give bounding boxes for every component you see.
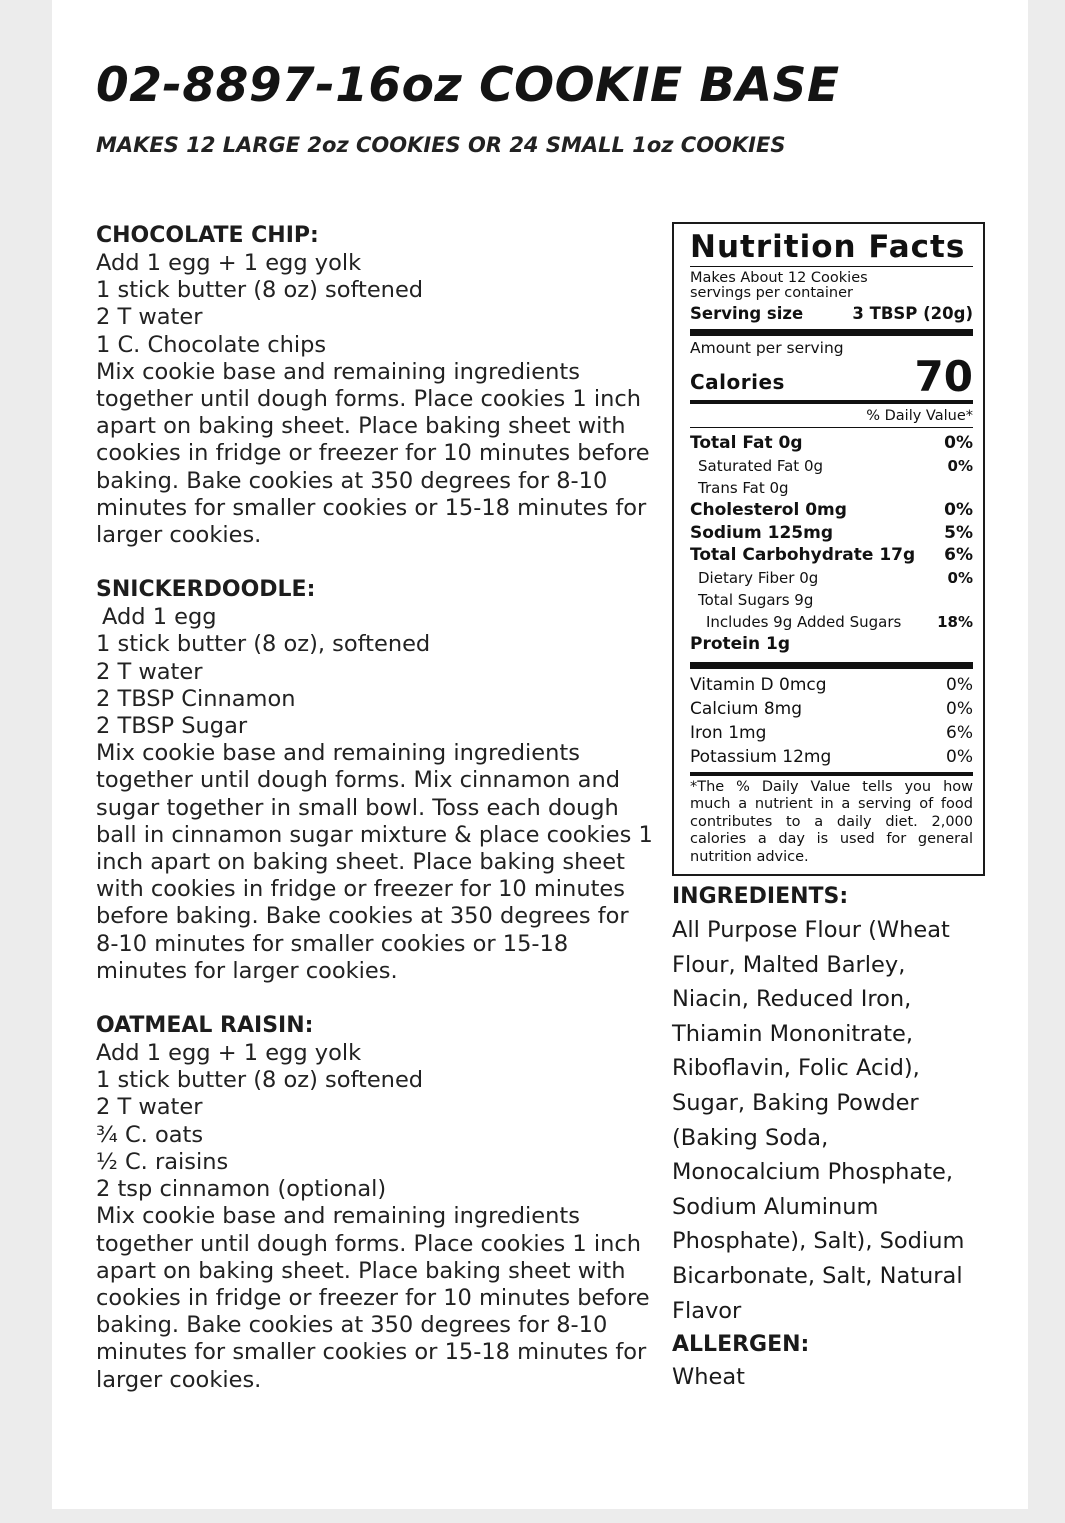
recipe-ingredient-line: 1 stick butter (8 oz), softened: [96, 631, 431, 658]
nutrient-row: [690, 611, 973, 633]
nutrient-row: [690, 544, 973, 567]
nutrient-name: Total Carbohydrate 17g: [690, 545, 916, 566]
vitamin-name: Calcium 8mg: [690, 698, 802, 719]
vitamin-list: [690, 673, 973, 769]
vitamin-row: [690, 673, 973, 697]
vitamin-row: [690, 721, 973, 745]
nutrient-name: Sodium 125mg: [690, 522, 834, 543]
nutrient-row: [690, 432, 973, 455]
nutrient-name: Cholesterol 0mg: [690, 499, 847, 520]
nutrient-list: [690, 432, 973, 656]
nutrient-name: Saturated Fat 0g: [698, 456, 824, 475]
page-subtitle: MAKES 12 LARGE 2oz COOKIES OR 24 SMALL 1oz COOKIES: [96, 133, 786, 157]
ingredients-heading: INGREDIENTS:: [672, 884, 849, 909]
nutrient-daily-value: 6%: [944, 545, 973, 566]
calories-row: [690, 352, 973, 401]
allergen-text: Wheat: [672, 1364, 745, 1390]
recipe-ingredient-line: ½ C. raisins: [96, 1148, 229, 1175]
divider: [690, 427, 973, 428]
recipe-ingredient-line: Add 1 egg + 1 egg yolk: [96, 250, 362, 276]
recipe-ingredient-line: 2 TBSP Cinnamon: [96, 685, 296, 712]
recipe-heading: OATMEAL RAISIN:: [96, 1013, 314, 1039]
vitamin-name: Iron 1mg: [690, 722, 767, 743]
page-title: 02-8897-16oz COOKIE BASE: [96, 58, 840, 113]
vitamin-name: Potassium 12mg: [690, 746, 832, 767]
nutrition-facts-panel: [672, 222, 985, 876]
calories-value: 70: [914, 352, 973, 401]
recipe-ingredient-line: 2 T water: [96, 304, 203, 331]
nutrient-row: [690, 477, 973, 499]
recipe-ingredient-line: ¾ C. oats: [96, 1121, 204, 1148]
divider: [690, 662, 973, 669]
recipe-snickerdoodle: [96, 576, 656, 985]
ingredients-section: [672, 882, 982, 1328]
allergen-section: [672, 1330, 809, 1394]
vitamin-row: [690, 697, 973, 721]
recipe-heading: SNICKERDOODLE:: [96, 577, 316, 603]
amount-per-serving: Amount per serving: [690, 339, 844, 357]
recipe-oatmeal-raisin: [96, 1012, 656, 1394]
allergen-heading: ALLERGEN:: [672, 1332, 810, 1357]
nutrition-facts-title: Nutrition Facts: [690, 229, 966, 265]
nutrient-name: Total Sugars 9g: [698, 591, 814, 610]
nutrient-row: [690, 567, 973, 589]
recipe-ingredient-line: Add 1 egg + 1 egg yolk: [96, 1040, 362, 1067]
nutrient-name: Dietary Fiber 0g: [698, 569, 819, 588]
vitamin-daily-value: 0%: [946, 674, 973, 695]
vitamin-daily-value: 6%: [946, 722, 973, 743]
vitamin-name: Vitamin D 0mcg: [690, 674, 827, 695]
nutrient-name: Includes 9g Added Sugars: [706, 613, 902, 632]
calories-label: Calories: [690, 370, 785, 394]
divider: [690, 329, 973, 336]
recipe-ingredient-line: 1 stick butter (8 oz) softened: [96, 1067, 424, 1094]
recipe-ingredient-line: Add 1 egg: [102, 604, 217, 631]
recipe-method: Mix cookie base and remaining ingredients together until dough forms. Place cookies 1 inch apart on baking sheet. Place baking sheet with cookies in fridge or freezer for 10 minutes before baking. Bake cookies at 350 degrees for 8-10 minutes for smaller cookies or 15-18 minutes for larger cookies.: [96, 1203, 650, 1393]
recipe-ingredient-line: 2 T water: [96, 658, 203, 685]
nutrient-row: [690, 589, 973, 611]
nutrient-name: Total Fat 0g: [690, 433, 803, 453]
nutrient-row: [690, 633, 973, 656]
serving-size-value: 3 TBSP (20g): [852, 304, 973, 323]
recipe-ingredient-line: 2 T water: [96, 1094, 203, 1121]
vitamin-daily-value: 0%: [946, 698, 973, 719]
serving-size-label: Serving size: [690, 304, 804, 323]
servings-per-container-label: servings per container: [690, 285, 854, 301]
nutrient-name: Trans Fat 0g: [698, 478, 789, 497]
vitamin-daily-value: 0%: [946, 746, 973, 767]
nutrient-daily-value: 18%: [937, 613, 973, 632]
vitamin-row: [690, 745, 973, 769]
serving-size-row: [690, 304, 973, 323]
nutrient-row: [690, 455, 973, 477]
nutrient-daily-value: 0%: [947, 569, 973, 588]
recipe-ingredient-line: 2 TBSP Sugar: [96, 713, 248, 740]
nutrient-daily-value: 0%: [947, 456, 973, 475]
divider: [690, 266, 973, 267]
recipe-ingredient-line: 1 C. Chocolate chips: [96, 331, 327, 358]
nutrient-name: Protein 1g: [690, 634, 791, 655]
nutrient-daily-value: 5%: [944, 522, 973, 543]
divider: [690, 772, 973, 776]
recipe-ingredient-line: 1 stick butter (8 oz) softened: [96, 277, 424, 304]
recipe-method: Mix cookie base and remaining ingredients together until dough forms. Place cookies 1 inch apart on baking sheet. Place baking sheet with cookies in fridge or freezer for 10 minutes before baking. Bake cookies at 350 degrees for 8-10 minutes for smaller cookies or 15-18 minutes for larger cookies.: [96, 358, 650, 549]
nutrient-row: [690, 522, 973, 545]
servings-per-container: Makes About 12 Cookies: [690, 270, 868, 286]
recipe-chocolate-chip: [96, 222, 656, 549]
recipes-column: [96, 222, 656, 1421]
nutrient-row: [690, 499, 973, 522]
recipe-ingredient-line: 2 tsp cinnamon (optional): [96, 1176, 387, 1203]
nutrient-daily-value: 0%: [944, 499, 973, 520]
nutrient-daily-value: 0%: [944, 433, 973, 453]
recipe-method: Mix cookie base and remaining ingredients together until dough forms. Mix cinnamon and sugar together in small bowl. Toss each dough ball in cinnamon sugar mixture & place cookies 1 inch apart on baking sheet. Place baking sheet with cookies in fridge or freezer for 10 minutes before baking. Bake cookies at 350 degrees for 8-10 minutes for smaller cookies or 15-18 minutes for larger cookies.: [96, 740, 653, 984]
ingredients-text: All Purpose Flour (Wheat Flour, Malted Barley, Niacin, Reduced Iron, Thiamin Mononitrate, Riboflavin, Folic Acid), Sugar, Baking Powder (Baking Soda, Monocalcium Phosphate, Sodium Aluminum Phosphate), Salt), Sodium Bicarbonate, Salt, Natural Flavor: [672, 917, 965, 1324]
daily-value-header: % Daily Value*: [866, 408, 973, 424]
daily-value-footnote: *The % Daily Value tells you how much a nutrient in a serving of food contributes to a daily diet. 2,000 calories a day is used for general nutrition advice.: [690, 778, 973, 865]
recipe-heading: CHOCOLATE CHIP:: [96, 223, 319, 248]
